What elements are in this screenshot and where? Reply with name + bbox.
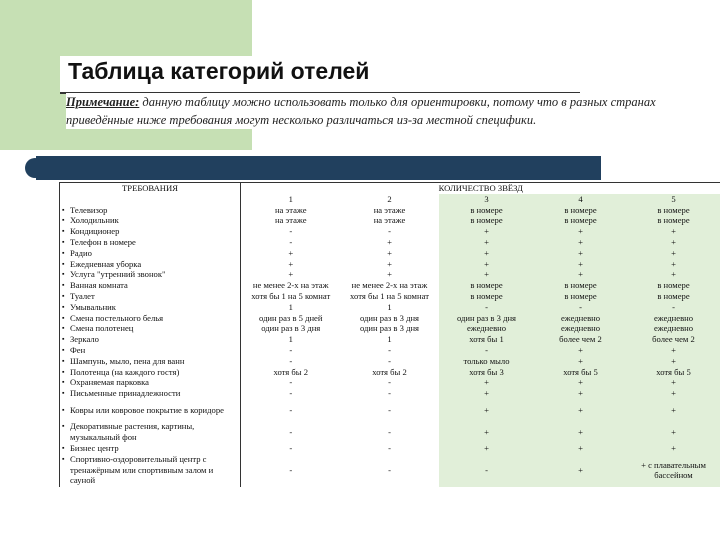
star-2-value: на этаже [373,204,406,215]
star-4-value: + [535,259,627,270]
header-stars: КОЛИЧЕСТВО ЗВЁЗД [241,183,720,194]
star-1-value: - [289,464,293,475]
page-title: Таблица категорий отелей [68,58,370,84]
requirement-name: Радио [70,247,92,258]
hotel-categories-table [59,182,720,487]
requirement-cell [60,226,241,237]
star-2-value: - [388,344,391,355]
star-1-value: + [288,258,294,269]
star-5-value: + [627,421,720,443]
requirement-cell [60,388,241,399]
star-1-value: + [288,247,294,258]
bullet-icon: ▪ [62,335,65,344]
requirement-cell [60,454,241,487]
requirement-name: Телефон в номере [70,236,136,247]
note-label: Примечание: [66,95,140,109]
bullet-icon: ▪ [62,389,65,398]
star-1-value: один раз в 5 дней [259,312,323,323]
table-row [60,237,720,248]
star-3-value: - [439,454,535,487]
star-level: 4 [535,194,627,205]
note-paragraph [66,93,686,129]
star-1-value: на этаже [274,204,307,215]
star-4-value: + [535,237,627,248]
bullet-icon: ▪ [62,291,65,300]
star-5-value: более чем 2 [627,334,720,345]
table-row [60,367,720,378]
star-2-value: + [387,258,392,269]
requirement-cell [60,443,241,454]
requirement-name: Спортивно-оздоровительный центр с тренажёрным или спортивным залом и сауной [70,454,214,486]
star-1-value: - [289,426,293,437]
star-5-value: + [627,377,720,388]
star-5-value: + [627,259,720,270]
table-row [60,248,720,259]
star-2-value: - [388,377,391,388]
star-4-value: в номере [535,215,627,226]
star-2-value: - [388,226,391,237]
star-5-value: + с плавательным бассейном [627,454,720,487]
table-row [60,454,720,487]
requirement-name: Бизнес центр [70,442,119,453]
star-2-value: один раз в 3 дня [360,323,419,334]
star-4-value: + [535,356,627,367]
star-levels-row [60,194,720,205]
star-3-value: + [439,421,535,443]
star-2-value: 1 [387,334,392,345]
table-row [60,205,720,216]
star-3-value: + [439,377,535,388]
requirement-cell [60,377,241,388]
star-3-value: ежедневно [439,323,535,334]
table-header-row [60,183,720,194]
star-2-value: + [387,269,392,280]
bullet-icon: ▪ [62,281,65,290]
bullet-icon: ▪ [62,345,65,354]
star-2-value: - [388,404,391,415]
star-4-value: + [535,399,627,421]
requirement-name: Кондиционер [70,226,120,237]
star-2-value: хотя бы 2 [372,366,407,377]
requirement-cell [60,302,241,313]
star-5-value: в номере [627,205,720,216]
bullet-icon: ▪ [62,378,65,387]
requirement-cell [60,205,241,216]
star-2-value: - [388,442,391,453]
requirement-name: Туалет [70,290,95,301]
table-body [60,183,720,487]
table-row [60,215,720,226]
requirement-name: Ковры или ковровое покрытие в коридоре [70,404,224,415]
star-5-value: + [627,388,720,399]
requirement-cell [60,356,241,367]
table-row [60,323,720,334]
star-2-value: хотя бы 1 на 5 комнат [350,290,429,301]
star-4-value: более чем 2 [535,334,627,345]
star-5-value: + [627,226,720,237]
requirement-name: Полотенца (на каждого гостя) [70,366,180,377]
star-5-value: + [627,237,720,248]
star-5-value: + [627,443,720,454]
star-3-value: + [439,259,535,270]
star-1-value: 1 [288,301,293,312]
table-row [60,388,720,399]
bullet-icon: ▪ [62,422,65,431]
star-1-value: один раз в 3 дня [261,323,321,334]
requirement-name: Шампунь, мыло, пена для ванн [70,355,185,366]
requirement-name: Холодильник [70,215,119,226]
decorative-band [36,156,601,180]
table-row [60,345,720,356]
requirement-cell [60,367,241,378]
requirement-name: Ежедневная уборка [70,258,142,269]
bullet-icon: ▪ [62,248,65,257]
star-4-value: + [535,226,627,237]
star-level: 2 [387,193,392,204]
header-requirements: ТРЕБОВАНИЯ [60,183,241,194]
star-1-value: - [289,355,293,366]
bullet-icon: ▪ [62,259,65,268]
table-row [60,259,720,270]
star-4-value: + [535,421,627,443]
star-4-value: + [535,377,627,388]
star-3-value: + [439,399,535,421]
requirement-name: Фен [70,344,86,355]
requirement-name: Смена постельного белья [70,312,164,323]
star-level: 5 [627,194,720,205]
requirement-cell [60,334,241,345]
requirement-cell [60,323,241,334]
star-3-value: - [439,302,535,313]
requirement-name: Телевизор [70,204,108,215]
bullet-icon: ▪ [62,443,65,452]
star-4-value: + [535,443,627,454]
bullet-icon: ▪ [62,216,65,225]
star-levels-empty-cell [60,194,241,205]
requirement-name: Умывальник [70,301,116,312]
star-1-value: не менее 2-х на этаж [252,280,329,291]
requirement-cell [60,399,241,421]
star-5-value: хотя бы 5 [627,367,720,378]
star-1-value: - [289,344,293,355]
requirement-name: Зеркало [70,334,99,345]
star-3-value: + [439,248,535,259]
requirement-cell [60,421,241,443]
star-1-value: - [289,236,293,247]
star-3-value: в номере [439,205,535,216]
star-5-value: + [627,399,720,421]
star-2-value: + [387,247,392,258]
bullet-icon: ▪ [62,227,65,236]
star-4-value: + [535,388,627,399]
star-3-value: в номере [439,215,535,226]
star-3-value: один раз в 3 дня [439,313,535,324]
bullet-icon: ▪ [62,405,65,414]
star-3-value: только мыло [439,356,535,367]
star-4-value: ежедневно [535,323,627,334]
bullet-icon: ▪ [62,324,65,333]
table-row [60,313,720,324]
table-row [60,269,720,280]
requirement-cell [60,291,241,302]
requirement-cell [60,248,241,259]
bullet-icon: ▪ [62,205,65,214]
star-2-value: - [388,464,391,475]
star-3-value: + [439,269,535,280]
star-5-value: + [627,356,720,367]
bullet-icon: ▪ [62,367,65,376]
star-4-value: + [535,269,627,280]
star-1-value: - [289,442,293,453]
table-row [60,399,720,421]
star-1-value: хотя бы 1 на 5 комнат [251,290,331,301]
star-level: 3 [439,194,535,205]
star-2-value: - [388,355,391,366]
star-3-value: хотя бы 1 [439,334,535,345]
table-row [60,421,720,443]
star-5-value: + [627,345,720,356]
requirement-cell [60,280,241,291]
star-5-value: ежедневно [627,313,720,324]
requirement-cell [60,259,241,270]
star-4-value: + [535,248,627,259]
table-row [60,291,720,302]
star-2-value: один раз в 3 дня [360,312,419,323]
star-1-value: - [289,226,293,237]
star-3-value: + [439,388,535,399]
bullet-icon: ▪ [62,237,65,246]
star-2-value: не менее 2-х на этаж [351,280,428,291]
note-text: данную таблицу можно использовать только для ориентировки, потому что в разных странах приведённые ниже требования могут несколько различаться из-за местной специфики. [66,95,656,127]
requirement-name: Письменные принадлежности [70,388,181,399]
star-4-value: хотя бы 5 [535,367,627,378]
bullet-icon: ▪ [62,455,65,464]
requirement-cell [60,313,241,324]
star-5-value: в номере [627,291,720,302]
table-row [60,443,720,454]
star-5-value: в номере [627,215,720,226]
star-1-value: хотя бы 2 [273,366,308,377]
table-row [60,302,720,313]
star-2-value: - [388,426,391,437]
star-3-value: + [439,226,535,237]
table-row [60,226,720,237]
star-4-value: - [535,302,627,313]
bullet-icon: ▪ [62,313,65,322]
star-4-value: в номере [535,291,627,302]
star-1-value: + [288,269,294,280]
requirement-name: Ванная комната [70,280,128,291]
star-3-value: в номере [439,280,535,291]
requirement-cell [60,215,241,226]
star-3-value: в номере [439,291,535,302]
table-row [60,280,720,291]
star-5-value: + [627,248,720,259]
star-4-value: ежедневно [535,313,627,324]
star-4-value: + [535,345,627,356]
star-2-value: - [388,388,391,399]
star-3-value: + [439,443,535,454]
bullet-icon: ▪ [62,270,65,279]
requirement-name: Декоративные растения, картины, музыкальный фон [70,421,195,442]
star-4-value: в номере [535,280,627,291]
table-row [60,356,720,367]
star-1-value: - [289,377,293,388]
requirement-name: Услуга "утренний звонок" [70,269,166,280]
star-level: 1 [288,193,293,204]
requirement-cell [60,269,241,280]
requirement-cell [60,237,241,248]
star-1-value: 1 [288,334,293,345]
star-5-value: + [627,269,720,280]
star-5-value: - [627,302,720,313]
star-5-value: ежедневно [627,323,720,334]
star-4-value: + [535,454,627,487]
star-1-value: - [289,388,293,399]
star-5-value: в номере [627,280,720,291]
star-3-value: - [439,345,535,356]
star-1-value: - [289,404,293,415]
star-2-value: + [387,236,392,247]
star-2-value: 1 [387,301,392,312]
star-3-value: + [439,237,535,248]
bullet-icon: ▪ [62,302,65,311]
table-row [60,377,720,388]
requirement-name: Смена полотенец [70,323,134,334]
requirement-name: Охраняемая парковка [70,377,149,388]
star-2-value: на этаже [373,215,406,226]
table-row [60,334,720,345]
star-1-value: на этаже [274,215,307,226]
requirement-cell [60,345,241,356]
bullet-icon: ▪ [62,356,65,365]
star-4-value: в номере [535,205,627,216]
star-3-value: хотя бы 3 [439,367,535,378]
